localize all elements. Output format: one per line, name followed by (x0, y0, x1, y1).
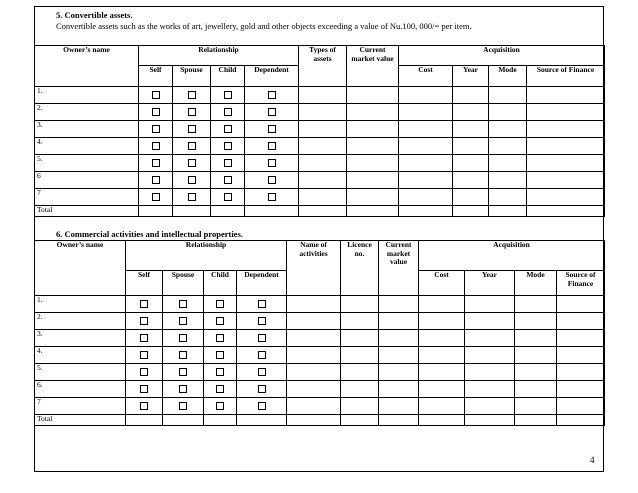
checkbox-cell-self (126, 347, 163, 364)
checkbox-child[interactable] (224, 91, 232, 99)
checkbox-cell-self (126, 381, 163, 398)
checkbox-cell-spouse (173, 104, 211, 121)
checkbox-spouse[interactable] (188, 176, 196, 184)
checkbox-dependent[interactable] (268, 108, 276, 116)
empty-cell[interactable] (465, 330, 515, 347)
checkbox-cell-spouse (173, 121, 211, 138)
empty-cell[interactable] (557, 398, 605, 415)
checkbox-cell-dependent (237, 347, 287, 364)
empty-cell[interactable] (341, 364, 379, 381)
checkbox-self[interactable] (140, 351, 148, 359)
table-row (35, 138, 605, 155)
empty-cell[interactable] (287, 364, 341, 381)
checkbox-dependent[interactable] (268, 125, 276, 133)
checkbox-self[interactable] (140, 317, 148, 325)
empty-cell[interactable] (465, 415, 515, 426)
checkbox-dependent[interactable] (258, 351, 266, 359)
checkbox-spouse[interactable] (188, 91, 196, 99)
checkbox-child[interactable] (224, 142, 232, 150)
empty-cell[interactable] (527, 172, 605, 189)
checkbox-dependent[interactable] (268, 176, 276, 184)
header-owner-name: Owner’s name (35, 46, 139, 87)
table-row (35, 87, 605, 104)
header-year: Year (453, 66, 489, 87)
empty-cell[interactable] (399, 87, 453, 104)
empty-cell[interactable] (347, 104, 399, 121)
empty-cell[interactable] (453, 172, 489, 189)
checkbox-dependent[interactable] (258, 402, 266, 410)
checkbox-cell-spouse (163, 347, 204, 364)
empty-cell[interactable] (557, 347, 605, 364)
empty-cell[interactable] (299, 155, 347, 172)
empty-cell[interactable] (557, 381, 605, 398)
header-cost: Cost (419, 271, 465, 296)
checkbox-cell-dependent (245, 104, 299, 121)
empty-cell[interactable] (515, 415, 557, 426)
empty-cell[interactable] (453, 189, 489, 206)
empty-cell[interactable] (399, 121, 453, 138)
checkbox-cell-child (204, 347, 237, 364)
checkbox-cell-dependent (245, 155, 299, 172)
checkbox-cell-child (204, 330, 237, 347)
checkbox-self[interactable] (140, 300, 148, 308)
empty-cell[interactable] (489, 155, 527, 172)
checkbox-cell-spouse (173, 87, 211, 104)
checkbox-self[interactable] (140, 402, 148, 410)
checkbox-cell-child (204, 381, 237, 398)
empty-cell[interactable] (465, 296, 515, 313)
empty-cell[interactable] (379, 364, 419, 381)
checkbox-cell-spouse (163, 364, 204, 381)
checkbox-cell-child (204, 364, 237, 381)
empty-cell[interactable] (299, 104, 347, 121)
checkbox-child[interactable] (216, 317, 224, 325)
checkbox-cell-spouse (163, 313, 204, 330)
empty-cell[interactable] (287, 313, 341, 330)
checkbox-spouse[interactable] (188, 125, 196, 133)
empty-cell[interactable] (557, 313, 605, 330)
empty-cell[interactable] (527, 189, 605, 206)
empty-cell[interactable] (126, 415, 163, 426)
header-source-of-finance: Source of Finance (557, 271, 605, 296)
empty-cell[interactable] (453, 104, 489, 121)
empty-cell[interactable] (237, 415, 287, 426)
table-row (35, 296, 605, 313)
checkbox-cell-self (126, 398, 163, 415)
checkbox-spouse[interactable] (179, 385, 187, 393)
convertible-assets-table (34, 45, 605, 217)
checkbox-cell-child (204, 398, 237, 415)
checkbox-cell-dependent (237, 364, 287, 381)
empty-cell[interactable] (489, 206, 527, 217)
row-number: 5. (35, 364, 126, 381)
empty-cell[interactable] (379, 313, 419, 330)
checkbox-self[interactable] (140, 385, 148, 393)
empty-cell[interactable] (299, 87, 347, 104)
section-6-title: 6. Commercial activities and intellectual properties. (56, 229, 243, 239)
header-child: Child (204, 271, 237, 296)
empty-cell[interactable] (419, 313, 465, 330)
checkbox-cell-self (126, 364, 163, 381)
table-row (35, 364, 605, 381)
empty-cell[interactable] (299, 206, 347, 217)
header-licence-no: Licence no. (341, 241, 379, 296)
checkbox-dependent[interactable] (268, 91, 276, 99)
header-spouse: Spouse (173, 66, 211, 87)
checkbox-cell-child (211, 155, 245, 172)
header-year: Year (465, 271, 515, 296)
checkbox-cell-dependent (237, 313, 287, 330)
checkbox-cell-dependent (237, 381, 287, 398)
checkbox-cell-self (139, 121, 173, 138)
empty-cell[interactable] (527, 138, 605, 155)
empty-cell[interactable] (341, 330, 379, 347)
checkbox-spouse[interactable] (188, 193, 196, 201)
checkbox-cell-self (139, 87, 173, 104)
checkbox-cell-spouse (173, 155, 211, 172)
empty-cell[interactable] (465, 347, 515, 364)
table-row (35, 172, 605, 189)
row-number: 3. (35, 330, 126, 347)
section-5-title: 5. Convertible assets. (56, 10, 133, 20)
empty-cell[interactable] (489, 121, 527, 138)
checkbox-cell-spouse (163, 398, 204, 415)
checkbox-cell-child (211, 121, 245, 138)
checkbox-cell-dependent (245, 121, 299, 138)
header-cost: Cost (399, 66, 453, 87)
empty-cell[interactable] (341, 313, 379, 330)
empty-cell[interactable] (515, 347, 557, 364)
header-relationship: Relationship (139, 46, 299, 66)
empty-cell[interactable] (341, 347, 379, 364)
checkbox-child[interactable] (224, 193, 232, 201)
checkbox-spouse[interactable] (188, 108, 196, 116)
total-row (35, 415, 605, 426)
empty-cell[interactable] (163, 415, 204, 426)
row-number: 2. (35, 104, 139, 121)
empty-cell[interactable] (245, 206, 299, 217)
table-row (35, 347, 605, 364)
empty-cell[interactable] (453, 155, 489, 172)
empty-cell[interactable] (489, 87, 527, 104)
header-name-of-activities: Name of activities (287, 241, 341, 296)
empty-cell[interactable] (347, 155, 399, 172)
table-row (35, 330, 605, 347)
row-number: 4. (35, 138, 139, 155)
table-row (35, 155, 605, 172)
empty-cell[interactable] (419, 347, 465, 364)
empty-cell[interactable] (419, 415, 465, 426)
checkbox-cell-spouse (163, 381, 204, 398)
checkbox-self[interactable] (152, 159, 160, 167)
total-label: Total (35, 415, 126, 426)
checkbox-cell-self (139, 138, 173, 155)
checkbox-cell-spouse (173, 138, 211, 155)
checkbox-cell-self (126, 313, 163, 330)
header-self: Self (139, 66, 173, 87)
checkbox-spouse[interactable] (179, 402, 187, 410)
empty-cell[interactable] (527, 104, 605, 121)
empty-cell[interactable] (453, 87, 489, 104)
checkbox-spouse[interactable] (188, 159, 196, 167)
checkbox-cell-child (204, 296, 237, 313)
empty-cell[interactable] (515, 364, 557, 381)
checkbox-child[interactable] (216, 334, 224, 342)
table-row (35, 104, 605, 121)
empty-cell[interactable] (347, 87, 399, 104)
empty-cell[interactable] (453, 121, 489, 138)
table-row (35, 313, 605, 330)
empty-cell[interactable] (515, 381, 557, 398)
empty-cell[interactable] (489, 172, 527, 189)
empty-cell[interactable] (379, 381, 419, 398)
header-self: Self (126, 271, 163, 296)
empty-cell[interactable] (379, 347, 419, 364)
empty-cell[interactable] (399, 189, 453, 206)
empty-cell[interactable] (287, 347, 341, 364)
page-number: 4 (590, 455, 595, 465)
empty-cell[interactable] (379, 398, 419, 415)
checkbox-cell-dependent (237, 330, 287, 347)
checkbox-dependent[interactable] (268, 193, 276, 201)
checkbox-dependent[interactable] (258, 300, 266, 308)
empty-cell[interactable] (515, 296, 557, 313)
empty-cell[interactable] (347, 206, 399, 217)
empty-cell[interactable] (419, 330, 465, 347)
checkbox-self[interactable] (152, 91, 160, 99)
checkbox-dependent[interactable] (268, 142, 276, 150)
header-mode: Mode (515, 271, 557, 296)
row-number: 7 (35, 189, 139, 206)
checkbox-dependent[interactable] (258, 317, 266, 325)
checkbox-child[interactable] (224, 176, 232, 184)
checkbox-child[interactable] (224, 125, 232, 133)
checkbox-child[interactable] (216, 368, 224, 376)
checkbox-cell-dependent (237, 398, 287, 415)
empty-cell[interactable] (527, 155, 605, 172)
checkbox-dependent[interactable] (258, 368, 266, 376)
empty-cell[interactable] (347, 121, 399, 138)
checkbox-cell-child (211, 138, 245, 155)
empty-cell[interactable] (341, 381, 379, 398)
checkbox-cell-self (126, 296, 163, 313)
header-mode: Mode (489, 66, 527, 87)
empty-cell[interactable] (299, 189, 347, 206)
header-acquisition: Acquisition (419, 241, 605, 271)
table-row (35, 398, 605, 415)
empty-cell[interactable] (489, 138, 527, 155)
empty-cell[interactable] (515, 398, 557, 415)
checkbox-cell-self (139, 104, 173, 121)
checkbox-cell-spouse (173, 189, 211, 206)
empty-cell[interactable] (287, 381, 341, 398)
checkbox-self[interactable] (152, 193, 160, 201)
empty-cell[interactable] (299, 172, 347, 189)
header-current-market-value: Current market value (347, 46, 399, 87)
checkbox-cell-self (126, 330, 163, 347)
checkbox-cell-dependent (245, 138, 299, 155)
checkbox-cell-child (204, 313, 237, 330)
empty-cell[interactable] (347, 138, 399, 155)
checkbox-self[interactable] (140, 368, 148, 376)
empty-cell[interactable] (341, 398, 379, 415)
row-number: 7 (35, 398, 126, 415)
empty-cell[interactable] (557, 415, 605, 426)
empty-cell[interactable] (347, 172, 399, 189)
row-number: 1. (35, 87, 139, 104)
empty-cell[interactable] (527, 206, 605, 217)
checkbox-cell-spouse (173, 172, 211, 189)
checkbox-cell-self (139, 189, 173, 206)
header-acquisition: Acquisition (399, 46, 605, 66)
empty-cell[interactable] (419, 296, 465, 313)
header-source-of-finance: Source of Finance (527, 66, 605, 87)
checkbox-cell-dependent (245, 189, 299, 206)
checkbox-dependent[interactable] (268, 159, 276, 167)
checkbox-cell-dependent (237, 296, 287, 313)
checkbox-cell-dependent (245, 87, 299, 104)
empty-cell[interactable] (173, 206, 211, 217)
checkbox-spouse[interactable] (179, 334, 187, 342)
empty-cell[interactable] (341, 296, 379, 313)
empty-cell[interactable] (453, 138, 489, 155)
checkbox-self[interactable] (140, 334, 148, 342)
checkbox-cell-dependent (245, 172, 299, 189)
row-number: 3. (35, 121, 139, 138)
header-dependent: Dependent (237, 271, 287, 296)
section-5-description: Convertible assets such as the works of art, jewellery, gold and other objects exceeding a value of Nu.100, 000/= per item. (56, 21, 472, 31)
checkbox-self[interactable] (152, 176, 160, 184)
empty-cell[interactable] (399, 172, 453, 189)
empty-cell[interactable] (419, 381, 465, 398)
empty-cell[interactable] (515, 313, 557, 330)
commercial-activities-table (34, 240, 605, 426)
header-owner-name: Owner’s name (35, 241, 126, 296)
table-row (35, 381, 605, 398)
empty-cell[interactable] (465, 313, 515, 330)
checkbox-cell-child (211, 172, 245, 189)
empty-cell[interactable] (347, 189, 399, 206)
empty-cell[interactable] (204, 415, 237, 426)
checkbox-spouse[interactable] (179, 368, 187, 376)
checkbox-self[interactable] (152, 125, 160, 133)
empty-cell[interactable] (287, 330, 341, 347)
checkbox-spouse[interactable] (188, 142, 196, 150)
checkbox-cell-child (211, 87, 245, 104)
empty-cell[interactable] (557, 296, 605, 313)
empty-cell[interactable] (287, 415, 341, 426)
empty-cell[interactable] (379, 296, 419, 313)
table-row (35, 189, 605, 206)
checkbox-child[interactable] (224, 108, 232, 116)
row-number: 1. (35, 296, 126, 313)
total-label: Total (35, 206, 139, 217)
empty-cell[interactable] (527, 121, 605, 138)
empty-cell[interactable] (379, 330, 419, 347)
empty-cell[interactable] (379, 415, 419, 426)
checkbox-spouse[interactable] (179, 317, 187, 325)
empty-cell[interactable] (489, 104, 527, 121)
empty-cell[interactable] (399, 155, 453, 172)
empty-cell[interactable] (489, 189, 527, 206)
row-number: 4. (35, 347, 126, 364)
checkbox-child[interactable] (216, 385, 224, 393)
empty-cell[interactable] (399, 206, 453, 217)
empty-cell[interactable] (453, 206, 489, 217)
checkbox-child[interactable] (216, 351, 224, 359)
empty-cell[interactable] (287, 398, 341, 415)
empty-cell[interactable] (557, 364, 605, 381)
checkbox-dependent[interactable] (258, 334, 266, 342)
empty-cell[interactable] (299, 121, 347, 138)
empty-cell[interactable] (419, 364, 465, 381)
empty-cell[interactable] (465, 381, 515, 398)
empty-cell[interactable] (515, 330, 557, 347)
checkbox-spouse[interactable] (179, 300, 187, 308)
empty-cell[interactable] (399, 104, 453, 121)
checkbox-dependent[interactable] (258, 385, 266, 393)
empty-cell[interactable] (287, 296, 341, 313)
checkbox-spouse[interactable] (179, 351, 187, 359)
checkbox-cell-self (139, 155, 173, 172)
empty-cell[interactable] (527, 87, 605, 104)
empty-cell[interactable] (465, 398, 515, 415)
header-dependent: Dependent (245, 66, 299, 87)
checkbox-cell-child (211, 104, 245, 121)
header-types-of-assets: Types of assets (299, 46, 347, 87)
checkbox-child[interactable] (216, 402, 224, 410)
empty-cell[interactable] (465, 364, 515, 381)
empty-cell[interactable] (299, 138, 347, 155)
row-number: 5. (35, 155, 139, 172)
empty-cell[interactable] (341, 415, 379, 426)
checkbox-self[interactable] (152, 108, 160, 116)
header-child: Child (211, 66, 245, 87)
checkbox-cell-child (211, 189, 245, 206)
row-number: 6. (35, 381, 126, 398)
empty-cell[interactable] (399, 138, 453, 155)
empty-cell[interactable] (419, 398, 465, 415)
total-row (35, 206, 605, 217)
checkbox-child[interactable] (224, 159, 232, 167)
header-current-market-value: Current market value (379, 241, 419, 296)
table-row (35, 121, 605, 138)
header-relationship: Relationship (126, 241, 287, 271)
row-number: 6 (35, 172, 139, 189)
row-number: 2. (35, 313, 126, 330)
empty-cell[interactable] (211, 206, 245, 217)
checkbox-cell-spouse (163, 330, 204, 347)
checkbox-child[interactable] (216, 300, 224, 308)
empty-cell[interactable] (139, 206, 173, 217)
header-spouse: Spouse (163, 271, 204, 296)
checkbox-cell-self (139, 172, 173, 189)
checkbox-cell-spouse (163, 296, 204, 313)
checkbox-self[interactable] (152, 142, 160, 150)
empty-cell[interactable] (557, 330, 605, 347)
